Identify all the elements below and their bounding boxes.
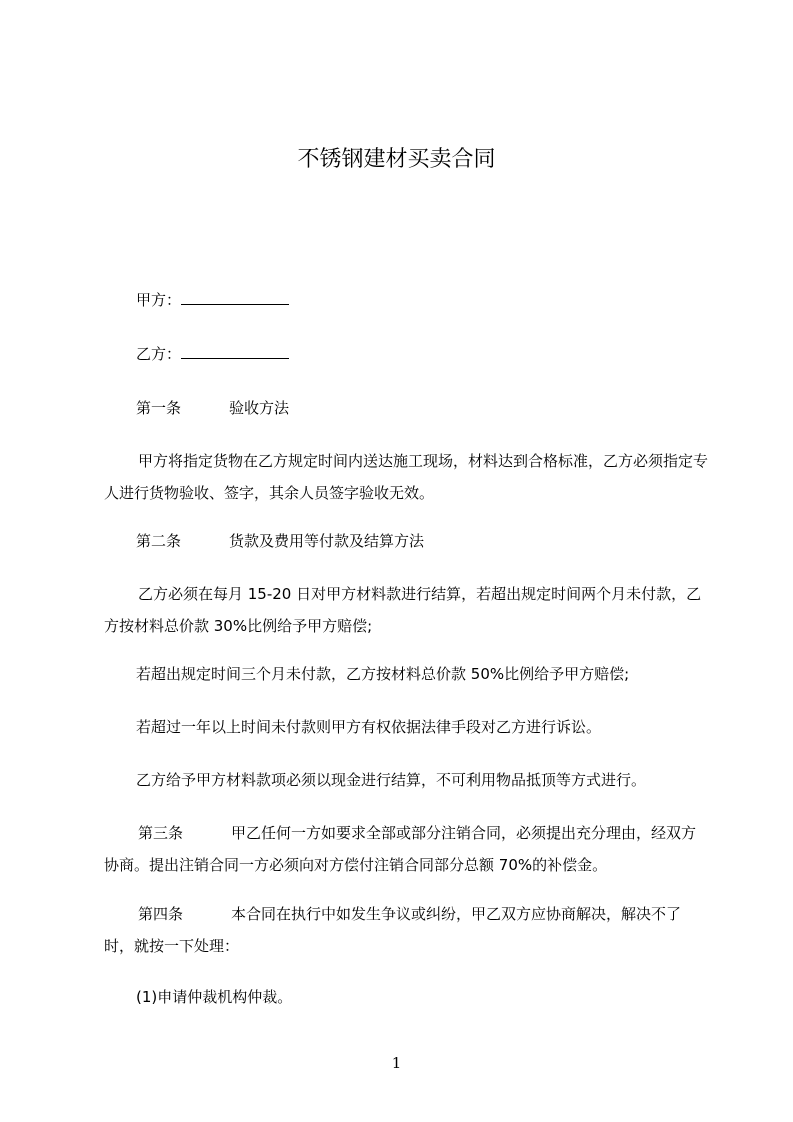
article1-text: 甲方将指定货物在乙方规定时间内送达施工现场，材料达到合格标准，乙方必须指定专人进行货物验收、签字，其余人员签字验收无效。 — [104, 452, 709, 502]
article2-text3: 若超过一年以上时间未付款则甲方有权依据法律手段对乙方进行诉讼。 — [136, 718, 602, 736]
article3-heading: 第三条 — [138, 824, 184, 842]
article1-subject: 验收方法 — [229, 399, 290, 417]
page-number: 1 — [391, 1054, 402, 1072]
party-a-label: 甲方： — [136, 291, 182, 309]
article2-header — [136, 525, 424, 557]
article3-text: 甲乙任何一方如要求全部或部分注销合同，必须提出充分理由，经双方协商。提出注销合同一方必须向对方偿付注销合同部分总额 70%的补偿金。 — [104, 824, 697, 874]
party-a-line — [136, 284, 289, 316]
party-b-line — [136, 338, 289, 370]
article1-header — [136, 392, 289, 424]
article4-heading: 第四条 — [138, 905, 184, 923]
article2-text4: 乙方给予甲方材料款项必须以现金进行结算，不可利用物品抵顶等方式进行。 — [136, 771, 647, 789]
article1-heading: 第一条 — [136, 399, 182, 417]
party-b-label: 乙方： — [136, 345, 182, 363]
article4-paragraph — [104, 898, 708, 962]
article2-subject: 货款及费用等付款及结算方法 — [229, 532, 425, 550]
article4-item1: (1)申请仲裁机构仲裁。 — [136, 988, 293, 1006]
party-a-blank — [181, 290, 289, 305]
article4-text: 本合同在执行中如发生争议或纠纷，甲乙双方应协商解决，解决不了时，就按一下处理： — [104, 905, 682, 955]
article2-heading: 第二条 — [136, 532, 182, 550]
article3-paragraph — [104, 817, 708, 881]
article2-text1: 乙方必须在每月 15-20 日对甲方材料款进行结算，若超出规定时间两个月未付款，乙方按材料总价款 30%比例给予甲方赔偿; — [104, 585, 702, 635]
article2-text2: 若超出规定时间三个月未付款，乙方按材料总价款 50%比例给予甲方赔偿; — [136, 665, 630, 683]
document-title: 不锈钢建材买卖合同 — [297, 147, 496, 172]
party-b-blank — [181, 344, 289, 359]
